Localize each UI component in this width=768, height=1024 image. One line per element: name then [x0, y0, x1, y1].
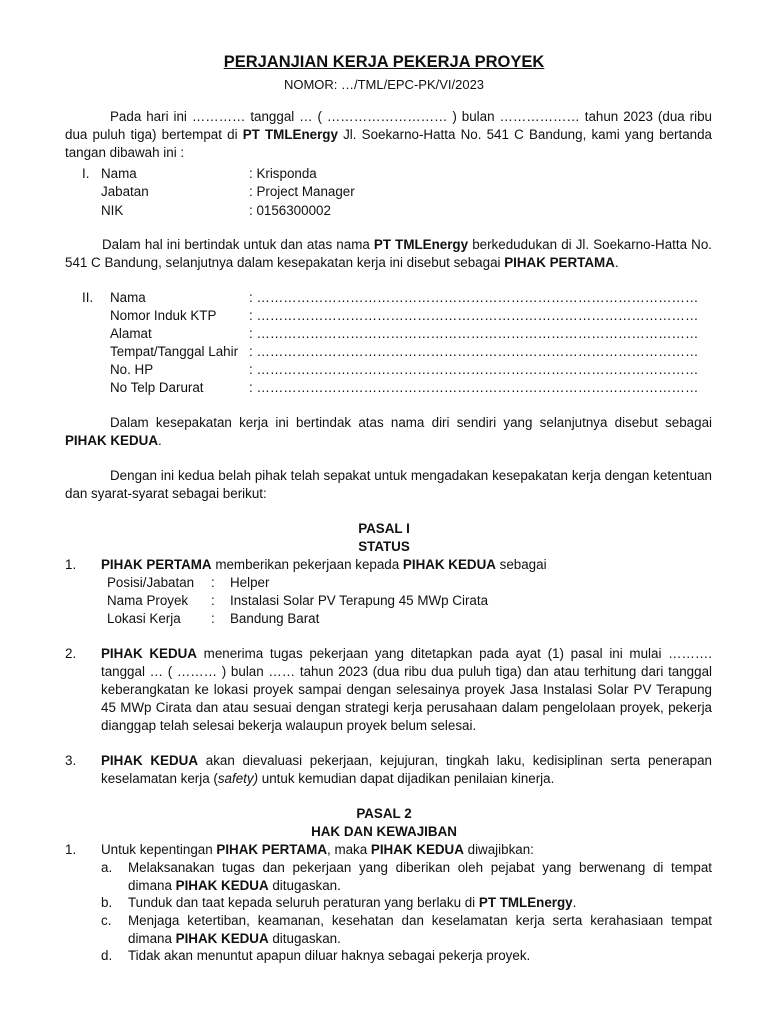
- pasal2-item1-text: Untuk kepentingan PIHAK PERTAMA, maka PIHAK KEDUA diwajibkan:: [101, 842, 534, 857]
- status-colon-posisi: :: [211, 575, 215, 590]
- party2-value-alamat: : ………………………………………………………………………………………: [249, 326, 699, 341]
- party2-value-nama: : ………………………………………………………………………………………: [249, 290, 699, 305]
- pasal1-subheading: STATUS: [358, 539, 410, 554]
- pasal1-item3-number: 3.: [65, 753, 77, 768]
- party2-label-ktp: Nomor Induk KTP: [110, 308, 217, 323]
- party2-label-hp: No. HP: [110, 362, 154, 377]
- status-label-posisi: Posisi/Jabatan: [107, 575, 195, 590]
- party2-label-darurat: No Telp Darurat: [110, 380, 204, 395]
- party2-value-ktp: : ………………………………………………………………………………………: [249, 308, 699, 323]
- pasal1-item3-text: PIHAK KEDUA akan dievaluasi pekerjaan, kejujuran, tingkah laku, kedisiplinan serta penerapan keselamatan kerja (safety) untuk kemudian dapat dijadikan penilaian kinerja.: [101, 753, 712, 786]
- party1-value-nik: : 0156300002: [249, 203, 331, 218]
- party2-statement: Dalam kesepakatan kerja ini bertindak atas nama diri sendiri yang selanjutnya disebut sebagai PIHAK KEDUA.: [65, 415, 712, 448]
- pasal2-subitem-d-text: Tidak akan menuntut apapun diluar haknya sebagai pekerja proyek.: [128, 948, 531, 963]
- party1-statement: Dalam hal ini bertindak untuk dan atas nama PT TMLEnergy berkedudukan di Jl. Soekarno-Hatta No. 541 C Bandung, selanjutnya dalam kesepakatan kerja ini disebut sebagai PIHAK PERTAMA.: [65, 237, 712, 270]
- status-value-proyek: Instalasi Solar PV Terapung 45 MWp Cirata: [230, 593, 489, 608]
- document-number: NOMOR: …/TML/EPC-PK/VI/2023: [283, 77, 485, 92]
- pasal2-subitem-c-letter: c.: [101, 913, 112, 928]
- party2-value-darurat: : ………………………………………………………………………………………: [249, 380, 699, 395]
- status-label-proyek: Nama Proyek: [107, 593, 189, 608]
- party1-value-nama: : Krisponda: [249, 166, 317, 181]
- status-label-lokasi: Lokasi Kerja: [107, 611, 181, 626]
- pasal1-item1-text: PIHAK PERTAMA memberikan pekerjaan kepada PIHAK KEDUA sebagai: [101, 557, 547, 572]
- party1-value-jabatan: : Project Manager: [249, 184, 355, 199]
- status-value-posisi: Helper: [230, 575, 270, 590]
- party2-value-hp: : ………………………………………………………………………………………: [249, 362, 699, 377]
- pasal2-heading: PASAL 2: [356, 806, 412, 821]
- status-value-lokasi: Bandung Barat: [230, 611, 320, 626]
- party2-label-alamat: Alamat: [110, 326, 152, 341]
- party2-label-ttl: Tempat/Tanggal Lahir: [110, 344, 239, 359]
- document-title: PERJANJIAN KERJA PEKERJA PROYEK: [223, 53, 545, 71]
- pasal2-subheading: HAK DAN KEWAJIBAN: [311, 824, 457, 839]
- pasal2-subitem-b-letter: b.: [101, 895, 113, 910]
- pasal1-item1-number: 1.: [65, 557, 77, 572]
- pasal2-subitem-a-text: Melaksanakan tugas dan pekerjaan yang diberikan oleh pejabat yang berwenang di tempat dimana PIHAK KEDUA ditugaskan.: [128, 860, 712, 893]
- pasal1-item2-number: 2.: [65, 646, 77, 661]
- pasal1-item2-text: PIHAK KEDUA menerima tugas pekerjaan yang ditetapkan pada ayat (1) pasal ini mulai ………. tanggal … ( ……… ) bulan …… tahun 2023 (dua ribu dua puluh tiga) dan atau terhitung dari tanggal keberangkatan ke lokasi proyek sampai dengan selesainya proyek Jasa Instalasi Solar PV Terapung 45 MWp Cirata dan atau sesuai dengan strategi kerja perusahaan dalam pengelolaan proyek, pekerja dianggap telah selesai bekerja walaupun proyek belum selesai.: [101, 646, 713, 733]
- party2-numeral: II.: [82, 290, 94, 305]
- party2-value-ttl: : ………………………………………………………………………………………: [249, 344, 699, 359]
- pasal2-subitem-b-text: Tunduk dan taat kepada seluruh peraturan yang berlaku di PT TMLEnergy.: [128, 895, 577, 910]
- pasal2-subitem-a-letter: a.: [101, 860, 113, 875]
- pasal2-subitem-d-letter: d.: [101, 948, 113, 963]
- agreement-paragraph: Dengan ini kedua belah pihak telah sepakat untuk mengadakan kesepakatan kerja dengan ketentuan dan syarat-syarat sebagai berikut:: [65, 468, 712, 501]
- party1-label-nik: NIK: [101, 203, 124, 218]
- pasal2-subitem-c-text: Menjaga ketertiban, keamanan, kesehatan dan keselamatan kerja serta kerahasiaan tempat dimana PIHAK KEDUA ditugaskan.: [128, 913, 712, 946]
- opening-paragraph: Pada hari ini ………… tanggal … ( ……………………… ) bulan ……………… tahun 2023 (dua ribu dua puluh tiga) bertempat di PT TMLEnergy Jl. Soekarno-Hatta No. 541 C Bandung, kami yang bertanda tangan dibawah ini :: [65, 109, 712, 160]
- party1-label-jabatan: Jabatan: [101, 184, 149, 199]
- status-colon-proyek: :: [211, 593, 215, 608]
- party1-label-nama: Nama: [101, 166, 137, 181]
- status-colon-lokasi: :: [211, 611, 215, 626]
- pasal1-heading: PASAL I: [358, 521, 410, 536]
- pasal2-item1-number: 1.: [65, 842, 77, 857]
- party1-numeral: I.: [82, 166, 90, 181]
- party2-label-nama: Nama: [110, 290, 146, 305]
